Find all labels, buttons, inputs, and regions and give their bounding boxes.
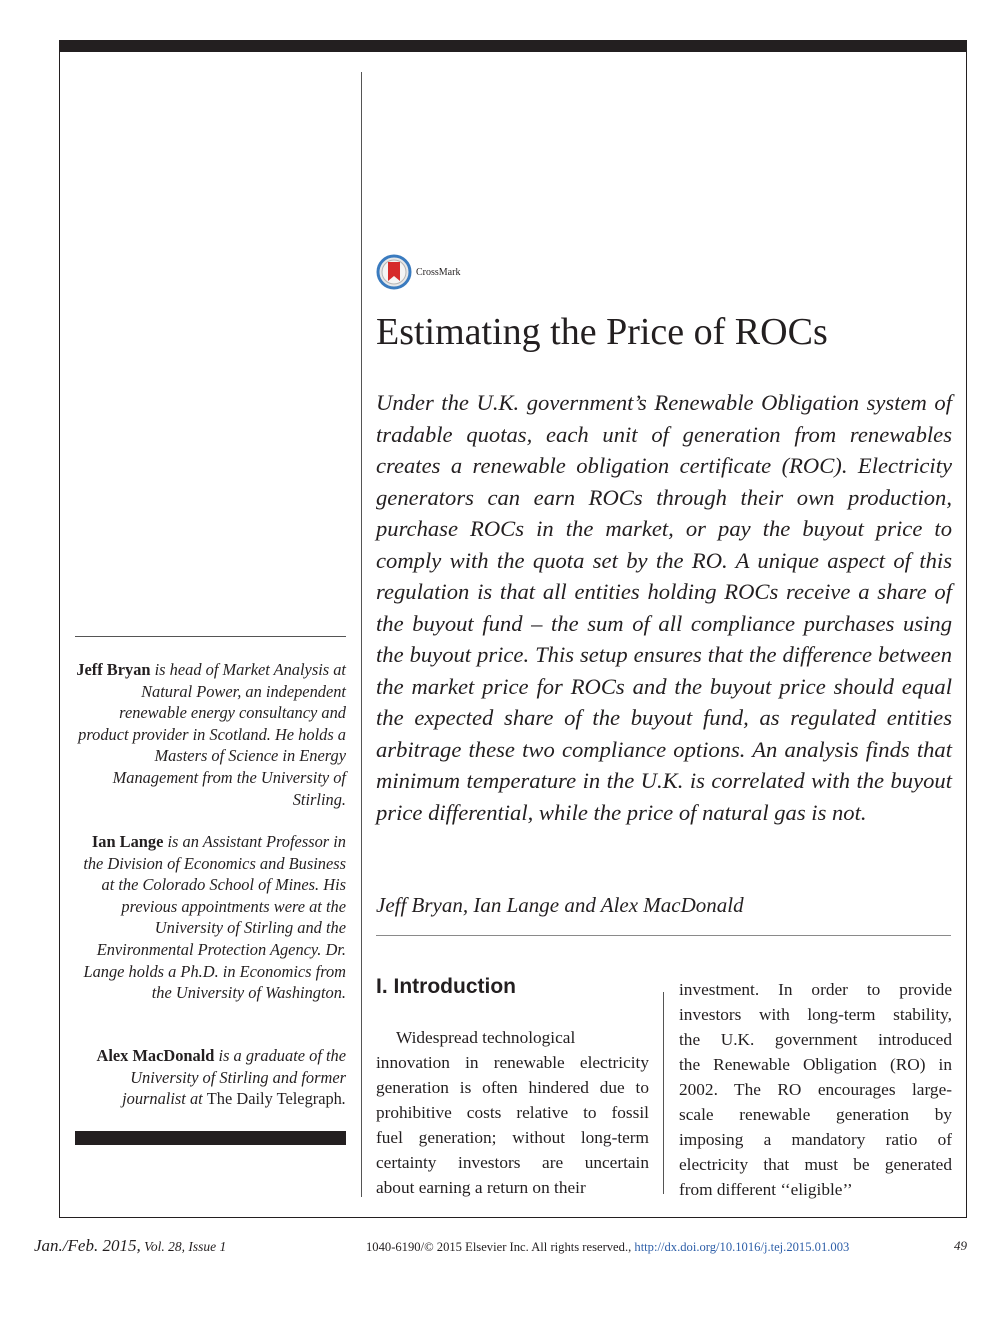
bio-end: . bbox=[341, 1089, 346, 1109]
crossmark-icon bbox=[376, 254, 412, 290]
body-line: imposing a mandatory ratio of bbox=[679, 1130, 952, 1149]
body-line: generation is often hindered due to bbox=[376, 1078, 649, 1097]
bio-end-bar bbox=[75, 1131, 346, 1145]
author-bio-macdonald bbox=[75, 1045, 346, 1110]
body-line: innovation in renewable electricity bbox=[376, 1053, 649, 1072]
body-line: from different ‘‘eligible’’ bbox=[679, 1180, 853, 1199]
bio-text: is an Assistant Professor in the Division of Economics and Business at the Colorado School of Mines. His previous appointments were at the University of Stirling and the Environmental Protection Agency. Dr. Lange holds a Ph.D. in Economics from the University of Washington. bbox=[83, 832, 346, 1003]
article-title: Estimating the Price of ROCs bbox=[376, 311, 828, 353]
body-line: prohibitive costs relative to fossil bbox=[376, 1103, 649, 1122]
body-line: electricity that must be generated bbox=[679, 1155, 952, 1174]
body-line: about earning a return on their bbox=[376, 1178, 586, 1197]
author-byline: Jeff Bryan, Ian Lange and Alex MacDonald bbox=[376, 893, 744, 917]
body-line: fuel generation; without long-term bbox=[376, 1128, 649, 1147]
body-line: certainty investors are uncertain bbox=[376, 1153, 649, 1172]
doi-link[interactable]: http://dx.doi.org/10.1016/j.tej.2015.01.003 bbox=[634, 1240, 850, 1254]
bio-divider bbox=[75, 636, 346, 637]
footer-issue bbox=[34, 1236, 226, 1256]
footer-volume: Vol. 28, Issue 1 bbox=[140, 1239, 227, 1254]
author-bio-lange bbox=[75, 831, 346, 1004]
page-number: 49 bbox=[954, 1238, 967, 1253]
footer-issue-date: Jan./Feb. 2015, bbox=[34, 1236, 141, 1255]
bio-name: Ian Lange bbox=[91, 832, 164, 851]
body-line: scale renewable generation by bbox=[679, 1105, 952, 1124]
footer-copyright-line bbox=[366, 1240, 849, 1255]
body-column-1 bbox=[376, 1025, 649, 1200]
crossmark-badge[interactable] bbox=[376, 254, 460, 290]
bio-name: Jeff Bryan bbox=[76, 660, 151, 679]
bio-publication: The Daily Telegraph bbox=[206, 1089, 342, 1109]
text-column-divider bbox=[663, 992, 664, 1194]
author-bio-bryan bbox=[75, 659, 346, 810]
footer-copyright: 1040-6190/© 2015 Elsevier Inc. All rights reserved., bbox=[366, 1240, 635, 1254]
body-line: the Renewable Obligation (RO) in bbox=[679, 1055, 952, 1074]
body-column-2 bbox=[679, 977, 952, 1202]
bio-text: is head of Market Analysis at Natural Power, an independent renewable energy consultancy and product provider in Scotland. He holds a Masters of Science in Energy Management from the University of Stirling. bbox=[78, 660, 346, 809]
crossmark-label: CrossMark bbox=[416, 266, 461, 278]
abstract: Under the U.K. government’s Renewable Obligation system of tradable quotas, each unit of generation from renewables creates a renewable obligation certificate (ROC). Electricity generators can earn ROCs through their own production, purchase ROCs in the market, or pay the buyout price to comply with the quota set by the RO. A unique aspect of this regulation is that all entities holding ROCs receive a share of the buyout fund – the sum of all compliance purchases using the buyout price. This setup ensures that the difference between the market price for ROCs and the buyout price should equal the expected share of the buyout fund, as regulated entities arbitrage these two compliance options. An analysis finds that minimum temperature in the U.K. is correlated with the buyout price differential, while the price of natural gas is not. bbox=[376, 390, 952, 825]
body-line: Widespread technological bbox=[396, 1028, 576, 1047]
bio-name: Alex MacDonald bbox=[96, 1046, 215, 1065]
body-line: the U.K. government introduced bbox=[679, 1030, 952, 1049]
body-line: 2002. The RO encourages large- bbox=[679, 1080, 952, 1099]
bio-text: is a graduate of the University of Stirling and former journalist at bbox=[122, 1046, 346, 1109]
section-heading: I. Introduction bbox=[376, 975, 516, 998]
body-line: investors with long-term stability, bbox=[679, 1005, 952, 1024]
body-line: investment. In order to provide bbox=[679, 980, 952, 999]
byline-divider bbox=[376, 935, 951, 936]
column-divider bbox=[361, 72, 362, 1197]
